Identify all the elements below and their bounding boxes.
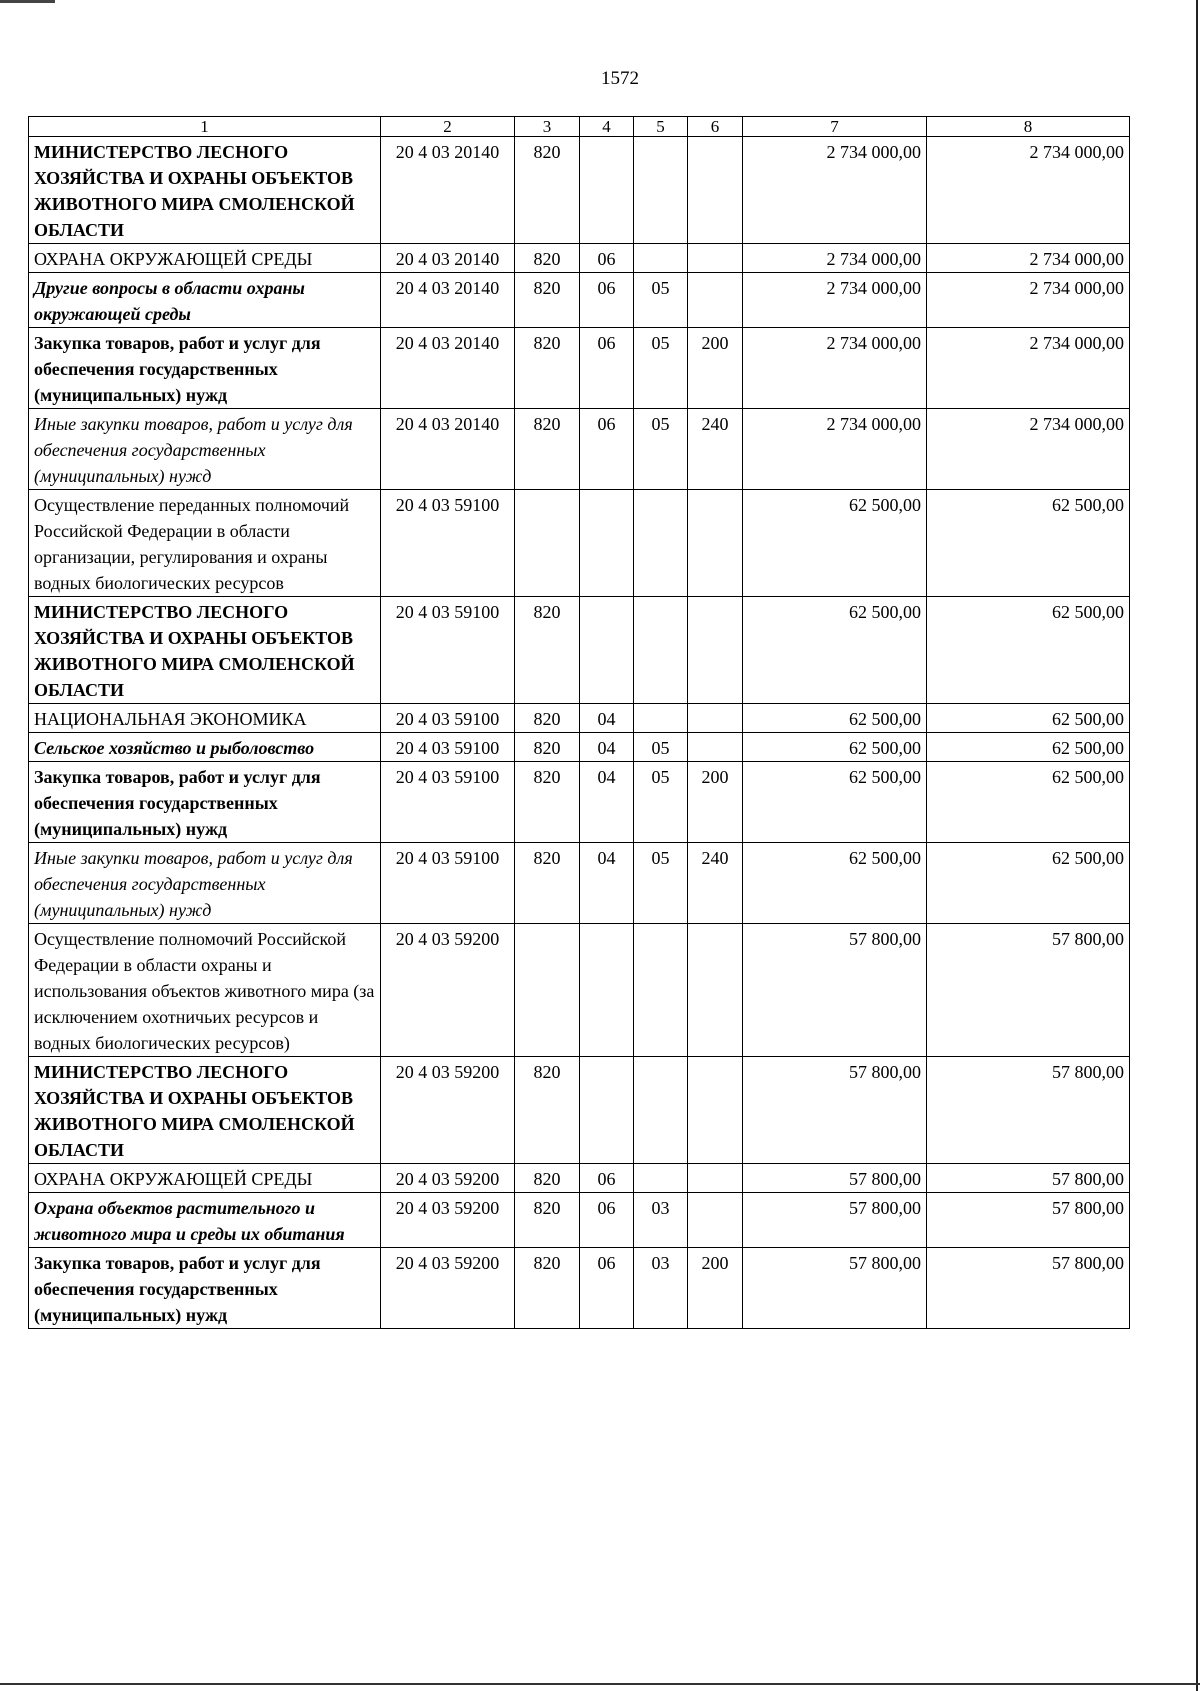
row-amount-col8-cell: 2 734 000,00 bbox=[927, 328, 1130, 409]
row-col6-cell bbox=[688, 273, 743, 328]
scan-corner-mark bbox=[0, 0, 55, 3]
row-col5-cell: 05 bbox=[634, 328, 688, 409]
row-name-cell: Закупка товаров, работ и услуг для обеспечения государственных (муниципальных) нужд bbox=[29, 762, 381, 843]
row-amount-col7-cell: 62 500,00 bbox=[743, 490, 927, 597]
row-amount-col7-cell: 57 800,00 bbox=[743, 1193, 927, 1248]
row-col6-cell bbox=[688, 597, 743, 704]
row-col4-cell bbox=[580, 597, 634, 704]
row-amount-col7-cell: 57 800,00 bbox=[743, 1248, 927, 1329]
row-col3-cell: 820 bbox=[515, 1193, 580, 1248]
row-col4-cell bbox=[580, 1057, 634, 1164]
table-row bbox=[29, 273, 1130, 328]
table-row bbox=[29, 733, 1130, 762]
row-name-cell: Осуществление полномочий Российской Федерации в области охраны и использования объектов животного мира (за исключением охотничьих ресурсов и водных биологических ресурсов) bbox=[29, 924, 381, 1057]
row-amount-col8-cell: 57 800,00 bbox=[927, 924, 1130, 1057]
row-col6-cell: 200 bbox=[688, 328, 743, 409]
table-row bbox=[29, 1193, 1130, 1248]
row-amount-col7-cell: 2 734 000,00 bbox=[743, 273, 927, 328]
row-col3-cell: 820 bbox=[515, 1248, 580, 1329]
table-row bbox=[29, 597, 1130, 704]
row-col3-cell: 820 bbox=[515, 244, 580, 273]
table-row bbox=[29, 704, 1130, 733]
scan-right-edge bbox=[1196, 0, 1198, 1691]
row-amount-col8-cell: 62 500,00 bbox=[927, 733, 1130, 762]
row-col3-cell: 820 bbox=[515, 597, 580, 704]
row-col4-cell: 04 bbox=[580, 843, 634, 924]
row-col4-cell: 06 bbox=[580, 409, 634, 490]
row-col5-cell: 03 bbox=[634, 1248, 688, 1329]
table-row bbox=[29, 244, 1130, 273]
row-col3-cell: 820 bbox=[515, 704, 580, 733]
row-name-cell: Иные закупки товаров, работ и услуг для обеспечения государственных (муниципальных) нужд bbox=[29, 409, 381, 490]
row-code-cell: 20 4 03 59100 bbox=[381, 762, 515, 843]
row-col3-cell: 820 bbox=[515, 843, 580, 924]
row-amount-col8-cell: 57 800,00 bbox=[927, 1248, 1130, 1329]
row-col4-cell: 06 bbox=[580, 244, 634, 273]
row-col5-cell: 05 bbox=[634, 273, 688, 328]
row-col5-cell bbox=[634, 1057, 688, 1164]
row-col3-cell: 820 bbox=[515, 1164, 580, 1193]
row-amount-col7-cell: 2 734 000,00 bbox=[743, 137, 927, 244]
row-code-cell: 20 4 03 20140 bbox=[381, 328, 515, 409]
row-col6-cell bbox=[688, 1193, 743, 1248]
row-amount-col7-cell: 57 800,00 bbox=[743, 924, 927, 1057]
row-col3-cell bbox=[515, 924, 580, 1057]
row-amount-col8-cell: 2 734 000,00 bbox=[927, 244, 1130, 273]
row-amount-col8-cell: 2 734 000,00 bbox=[927, 137, 1130, 244]
row-col4-cell: 06 bbox=[580, 1193, 634, 1248]
row-col5-cell bbox=[634, 597, 688, 704]
header-cell-6: 6 bbox=[688, 117, 743, 137]
row-name-cell: Закупка товаров, работ и услуг для обеспечения государственных (муниципальных) нужд bbox=[29, 328, 381, 409]
row-name-cell: ОХРАНА ОКРУЖАЮЩЕЙ СРЕДЫ bbox=[29, 244, 381, 273]
row-amount-col7-cell: 2 734 000,00 bbox=[743, 328, 927, 409]
row-code-cell: 20 4 03 20140 bbox=[381, 273, 515, 328]
header-cell-8: 8 bbox=[927, 117, 1130, 137]
table-row bbox=[29, 843, 1130, 924]
row-amount-col7-cell: 57 800,00 bbox=[743, 1057, 927, 1164]
row-amount-col7-cell: 62 500,00 bbox=[743, 597, 927, 704]
row-col4-cell bbox=[580, 490, 634, 597]
row-name-cell: ОХРАНА ОКРУЖАЮЩЕЙ СРЕДЫ bbox=[29, 1164, 381, 1193]
row-code-cell: 20 4 03 20140 bbox=[381, 244, 515, 273]
header-row bbox=[29, 117, 1130, 137]
row-col5-cell: 05 bbox=[634, 409, 688, 490]
row-code-cell: 20 4 03 20140 bbox=[381, 409, 515, 490]
row-amount-col8-cell: 57 800,00 bbox=[927, 1193, 1130, 1248]
row-col6-cell: 200 bbox=[688, 1248, 743, 1329]
page-number: 1572 bbox=[601, 68, 639, 89]
table-row bbox=[29, 762, 1130, 843]
row-col6-cell bbox=[688, 924, 743, 1057]
row-name-cell: Охрана объектов растительного и животного мира и среды их обитания bbox=[29, 1193, 381, 1248]
row-amount-col8-cell: 62 500,00 bbox=[927, 762, 1130, 843]
row-amount-col7-cell: 57 800,00 bbox=[743, 1164, 927, 1193]
row-code-cell: 20 4 03 59200 bbox=[381, 1193, 515, 1248]
header-cell-7: 7 bbox=[743, 117, 927, 137]
row-code-cell: 20 4 03 59200 bbox=[381, 1248, 515, 1329]
row-col5-cell bbox=[634, 244, 688, 273]
row-code-cell: 20 4 03 59200 bbox=[381, 1164, 515, 1193]
table-row bbox=[29, 924, 1130, 1057]
row-col3-cell: 820 bbox=[515, 1057, 580, 1164]
row-amount-col7-cell: 62 500,00 bbox=[743, 704, 927, 733]
row-col5-cell: 03 bbox=[634, 1193, 688, 1248]
row-code-cell: 20 4 03 59100 bbox=[381, 490, 515, 597]
table-row bbox=[29, 1057, 1130, 1164]
row-col6-cell bbox=[688, 137, 743, 244]
row-col4-cell: 06 bbox=[580, 1248, 634, 1329]
row-code-cell: 20 4 03 59200 bbox=[381, 924, 515, 1057]
row-col3-cell: 820 bbox=[515, 733, 580, 762]
row-col3-cell: 820 bbox=[515, 409, 580, 490]
budget-table-body bbox=[29, 117, 1130, 1329]
table-row bbox=[29, 490, 1130, 597]
row-col3-cell: 820 bbox=[515, 137, 580, 244]
row-amount-col8-cell: 2 734 000,00 bbox=[927, 273, 1130, 328]
row-col4-cell: 06 bbox=[580, 1164, 634, 1193]
row-col4-cell bbox=[580, 924, 634, 1057]
row-name-cell: Сельское хозяйство и рыболовство bbox=[29, 733, 381, 762]
row-amount-col8-cell: 57 800,00 bbox=[927, 1164, 1130, 1193]
row-col6-cell bbox=[688, 1164, 743, 1193]
scan-bottom-edge bbox=[0, 1683, 1200, 1685]
row-code-cell: 20 4 03 59200 bbox=[381, 1057, 515, 1164]
row-col6-cell bbox=[688, 244, 743, 273]
row-amount-col8-cell: 62 500,00 bbox=[927, 704, 1130, 733]
row-code-cell: 20 4 03 59100 bbox=[381, 733, 515, 762]
budget-table bbox=[28, 116, 1130, 1329]
row-col6-cell bbox=[688, 733, 743, 762]
row-name-cell: МИНИСТЕРСТВО ЛЕСНОГО ХОЗЯЙСТВА И ОХРАНЫ ОБЪЕКТОВ ЖИВОТНОГО МИРА СМОЛЕНСКОЙ ОБЛАСТИ bbox=[29, 597, 381, 704]
header-cell-4: 4 bbox=[580, 117, 634, 137]
row-col6-cell: 240 bbox=[688, 843, 743, 924]
table-row bbox=[29, 1248, 1130, 1329]
row-col3-cell: 820 bbox=[515, 762, 580, 843]
header-cell-5: 5 bbox=[634, 117, 688, 137]
row-amount-col7-cell: 62 500,00 bbox=[743, 843, 927, 924]
row-col5-cell bbox=[634, 704, 688, 733]
row-col4-cell: 06 bbox=[580, 273, 634, 328]
row-col6-cell bbox=[688, 1057, 743, 1164]
row-amount-col8-cell: 62 500,00 bbox=[927, 597, 1130, 704]
row-col5-cell bbox=[634, 490, 688, 597]
row-col5-cell bbox=[634, 137, 688, 244]
row-name-cell: МИНИСТЕРСТВО ЛЕСНОГО ХОЗЯЙСТВА И ОХРАНЫ ОБЪЕКТОВ ЖИВОТНОГО МИРА СМОЛЕНСКОЙ ОБЛАСТИ bbox=[29, 1057, 381, 1164]
row-col4-cell: 04 bbox=[580, 704, 634, 733]
row-col5-cell: 05 bbox=[634, 843, 688, 924]
row-col5-cell: 05 bbox=[634, 733, 688, 762]
row-amount-col7-cell: 62 500,00 bbox=[743, 762, 927, 843]
row-col6-cell: 240 bbox=[688, 409, 743, 490]
row-amount-col8-cell: 62 500,00 bbox=[927, 843, 1130, 924]
row-col4-cell: 04 bbox=[580, 762, 634, 843]
row-col4-cell: 04 bbox=[580, 733, 634, 762]
row-amount-col8-cell: 57 800,00 bbox=[927, 1057, 1130, 1164]
row-col5-cell bbox=[634, 1164, 688, 1193]
header-cell-3: 3 bbox=[515, 117, 580, 137]
row-code-cell: 20 4 03 20140 bbox=[381, 137, 515, 244]
row-name-cell: МИНИСТЕРСТВО ЛЕСНОГО ХОЗЯЙСТВА И ОХРАНЫ ОБЪЕКТОВ ЖИВОТНОГО МИРА СМОЛЕНСКОЙ ОБЛАСТИ bbox=[29, 137, 381, 244]
row-col3-cell: 820 bbox=[515, 328, 580, 409]
row-name-cell: Закупка товаров, работ и услуг для обеспечения государственных (муниципальных) нужд bbox=[29, 1248, 381, 1329]
row-amount-col8-cell: 2 734 000,00 bbox=[927, 409, 1130, 490]
row-name-cell: Осуществление переданных полномочий Российской Федерации в области организации, регулирования и охраны водных биологических ресурсов bbox=[29, 490, 381, 597]
row-code-cell: 20 4 03 59100 bbox=[381, 597, 515, 704]
row-name-cell: НАЦИОНАЛЬНАЯ ЭКОНОМИКА bbox=[29, 704, 381, 733]
row-amount-col7-cell: 2 734 000,00 bbox=[743, 244, 927, 273]
table-row bbox=[29, 1164, 1130, 1193]
header-cell-2: 2 bbox=[381, 117, 515, 137]
row-col6-cell bbox=[688, 490, 743, 597]
table-row bbox=[29, 137, 1130, 244]
row-col5-cell: 05 bbox=[634, 762, 688, 843]
table-row bbox=[29, 409, 1130, 490]
row-col3-cell: 820 bbox=[515, 273, 580, 328]
row-col4-cell: 06 bbox=[580, 328, 634, 409]
row-col6-cell bbox=[688, 704, 743, 733]
row-code-cell: 20 4 03 59100 bbox=[381, 704, 515, 733]
header-cell-1: 1 bbox=[29, 117, 381, 137]
row-amount-col8-cell: 62 500,00 bbox=[927, 490, 1130, 597]
row-name-cell: Иные закупки товаров, работ и услуг для обеспечения государственных (муниципальных) нужд bbox=[29, 843, 381, 924]
row-amount-col7-cell: 62 500,00 bbox=[743, 733, 927, 762]
row-col3-cell bbox=[515, 490, 580, 597]
row-code-cell: 20 4 03 59100 bbox=[381, 843, 515, 924]
row-col6-cell: 200 bbox=[688, 762, 743, 843]
table-row bbox=[29, 328, 1130, 409]
row-col5-cell bbox=[634, 924, 688, 1057]
row-col4-cell bbox=[580, 137, 634, 244]
row-amount-col7-cell: 2 734 000,00 bbox=[743, 409, 927, 490]
row-name-cell: Другие вопросы в области охраны окружающей среды bbox=[29, 273, 381, 328]
